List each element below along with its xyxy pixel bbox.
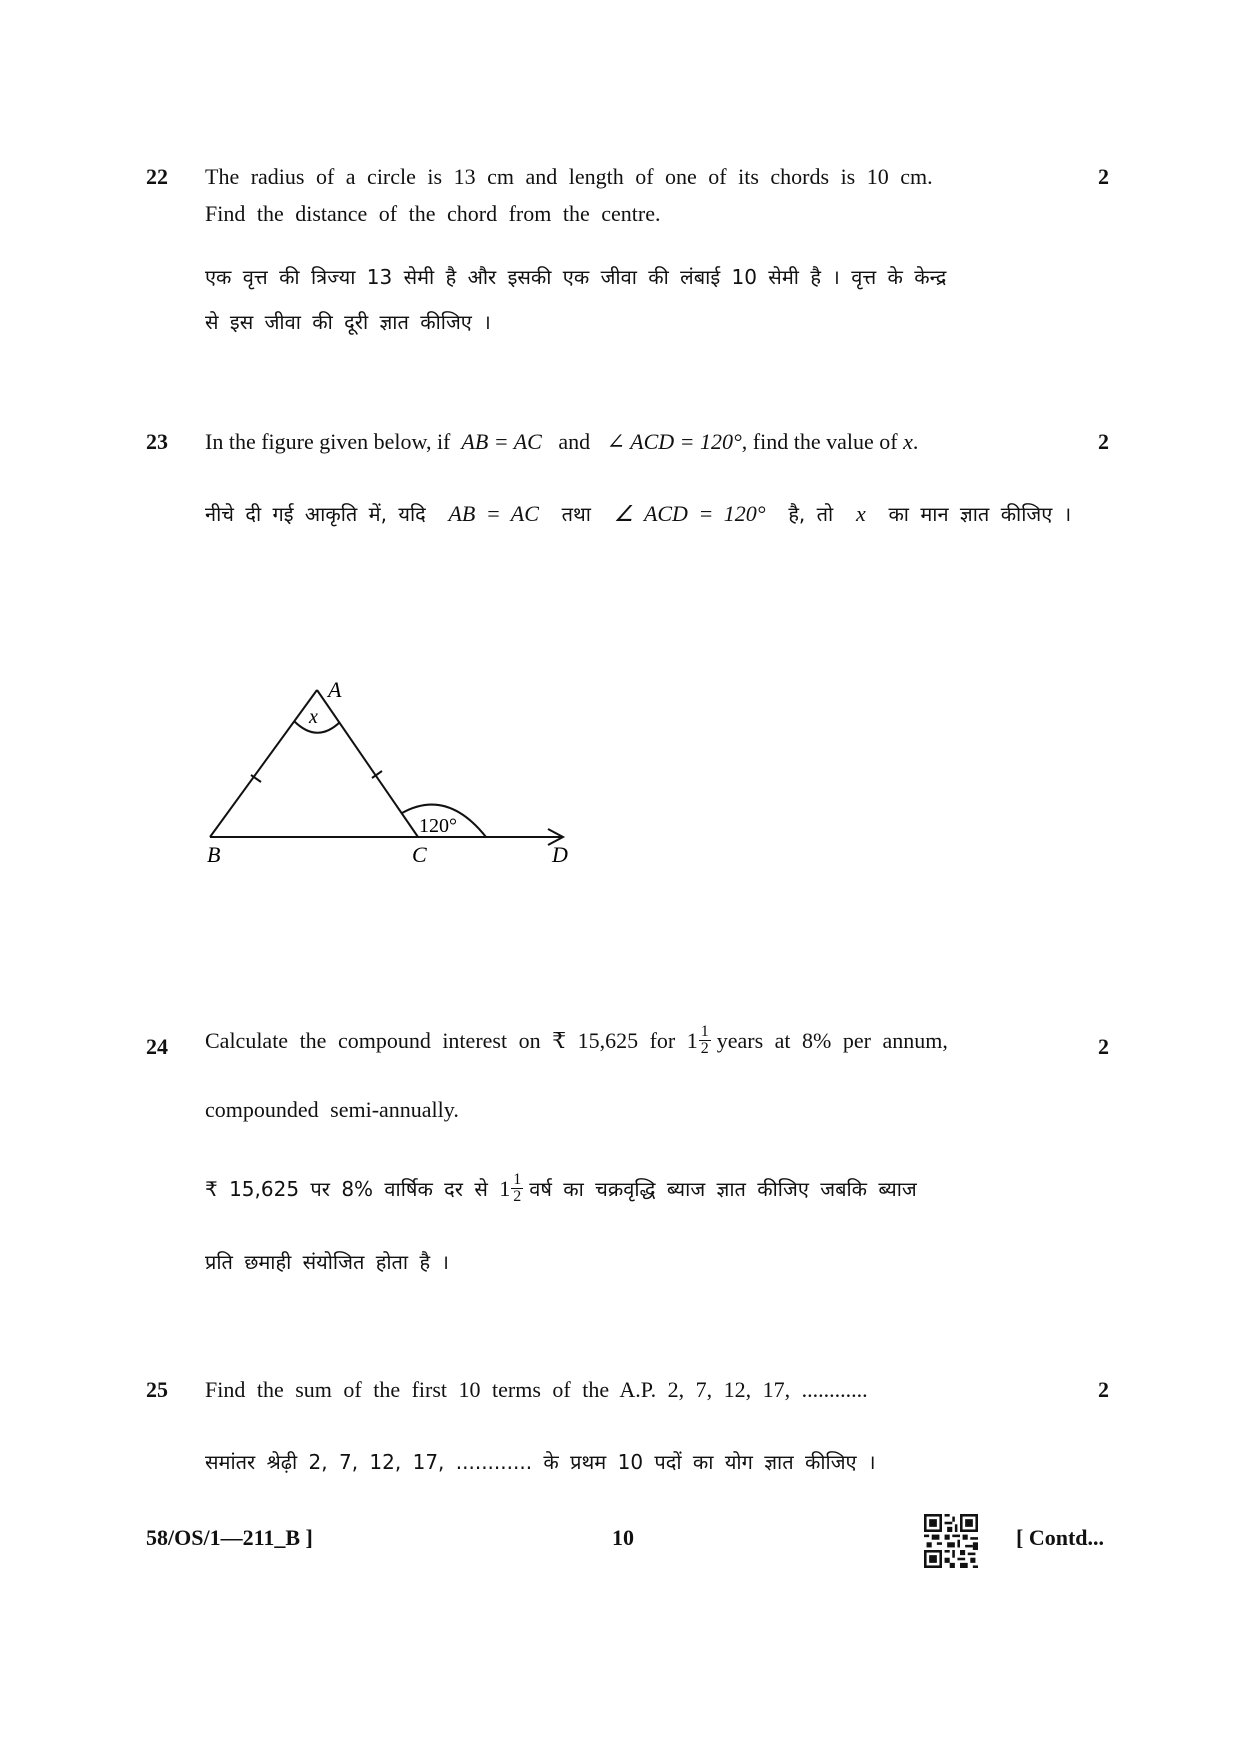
q23-en-and: and bbox=[558, 429, 591, 454]
side-ab bbox=[210, 690, 317, 837]
q23-en-text-b: , find the value of bbox=[741, 429, 898, 454]
footer-paper-code: 58/OS/1—211_B ] bbox=[146, 1525, 313, 1550]
label-d: D bbox=[552, 842, 568, 867]
question-number-24: 24 bbox=[146, 1034, 168, 1059]
q24-en-whole: 1 bbox=[686, 1027, 698, 1053]
q24-hindi-line-2: प्रति छमाही संयोजित होता है । bbox=[205, 1250, 450, 1274]
q24-en-text-a: Calculate the compound interest on ₹ 15,625 for bbox=[205, 1027, 676, 1053]
q24-hi-fraction bbox=[511, 1172, 523, 1205]
q24-hi-text-a: ₹ 15,625 पर 8% वार्षिक दर से bbox=[205, 1177, 488, 1201]
q22-english-line-1: The radius of a circle is 13 cm and length of one of its chords is 10 cm. bbox=[205, 164, 933, 189]
q22-hindi-line-2: से इस जीवा की दूरी ज्ञात कीजिए । bbox=[205, 310, 491, 334]
angle-label-x: x bbox=[309, 706, 318, 728]
q24-hi-frac-den: 2 bbox=[513, 1188, 522, 1205]
question-marks-25: 2 bbox=[1098, 1377, 1109, 1402]
q24-hi-whole: 1 bbox=[499, 1175, 511, 1201]
q22-english-line-2: Find the distance of the chord from the centre. bbox=[205, 201, 661, 226]
footer-contd: [ Contd... bbox=[1016, 1525, 1105, 1550]
q24-hindi-line-1 bbox=[205, 1172, 917, 1205]
q23-en-end: . bbox=[912, 429, 919, 454]
q24-hi-frac-num: 1 bbox=[513, 1171, 522, 1188]
question-marks-22: 2 bbox=[1098, 164, 1109, 189]
q23-hi-eq-angle: ∠ ACD = 120° bbox=[613, 501, 766, 526]
q23-hi-tatha: तथा bbox=[561, 502, 591, 526]
q23-hi-text-b: है, तो bbox=[788, 502, 834, 526]
q24-en-frac-num: 1 bbox=[700, 1023, 709, 1040]
question-number-22: 22 bbox=[146, 164, 168, 189]
q22-hindi-line-1: एक वृत्त की त्रिज्या 13 सेमी है और इसकी एक जीवा की लंबाई 10 सेमी है । वृत्त के केन्द्र bbox=[205, 265, 947, 289]
angle-label-120: 120° bbox=[419, 815, 457, 837]
q23-en-text-a: In the figure given below, if bbox=[205, 429, 451, 454]
question-marks-23: 2 bbox=[1098, 429, 1109, 454]
q23-en-var-x: x bbox=[903, 429, 913, 454]
q23-hi-eq-ab-ac: AB = AC bbox=[448, 501, 539, 526]
question-number-25: 25 bbox=[146, 1377, 168, 1402]
q24-en-frac-den: 2 bbox=[700, 1040, 709, 1057]
q24-en-text-b: years at 8% per annum, bbox=[716, 1027, 948, 1053]
question-number-23: 23 bbox=[146, 429, 168, 454]
q24-en-fraction bbox=[699, 1024, 711, 1057]
qr-code-icon bbox=[924, 1514, 978, 1568]
q23-hi-var-x: x bbox=[855, 501, 866, 526]
q23-hi-text-c: का मान ज्ञात कीजिए । bbox=[888, 502, 1072, 526]
q23-hi-text-a: नीचे दी गई आकृति में, यदि bbox=[205, 502, 426, 526]
q24-english-line-1 bbox=[205, 1024, 948, 1057]
q24-english-line-2: compounded semi-annually. bbox=[205, 1097, 459, 1122]
question-marks-24: 2 bbox=[1098, 1034, 1109, 1059]
q25-hindi-line: समांतर श्रेढ़ी 2, 7, 12, 17, ............ के प्रथम 10 पदों का योग ज्ञात कीजिए । bbox=[205, 1450, 876, 1474]
label-a: A bbox=[328, 677, 342, 702]
q23-en-eq-ab-ac: AB = AC bbox=[461, 429, 542, 454]
label-b: B bbox=[207, 842, 221, 867]
q23-en-eq-angle: ∠ ACD = 120° bbox=[606, 429, 742, 454]
label-c: C bbox=[412, 842, 427, 867]
q24-hi-text-b: वर्ष का चक्रवृद्धि ब्याज ज्ञात कीजिए जबकि ब्याज bbox=[529, 1177, 917, 1201]
footer-page-number: 10 bbox=[612, 1525, 634, 1550]
side-ac bbox=[317, 690, 418, 837]
q25-english-line: Find the sum of the first 10 terms of the A.P. 2, 7, 12, 17, ............ bbox=[205, 1377, 868, 1402]
